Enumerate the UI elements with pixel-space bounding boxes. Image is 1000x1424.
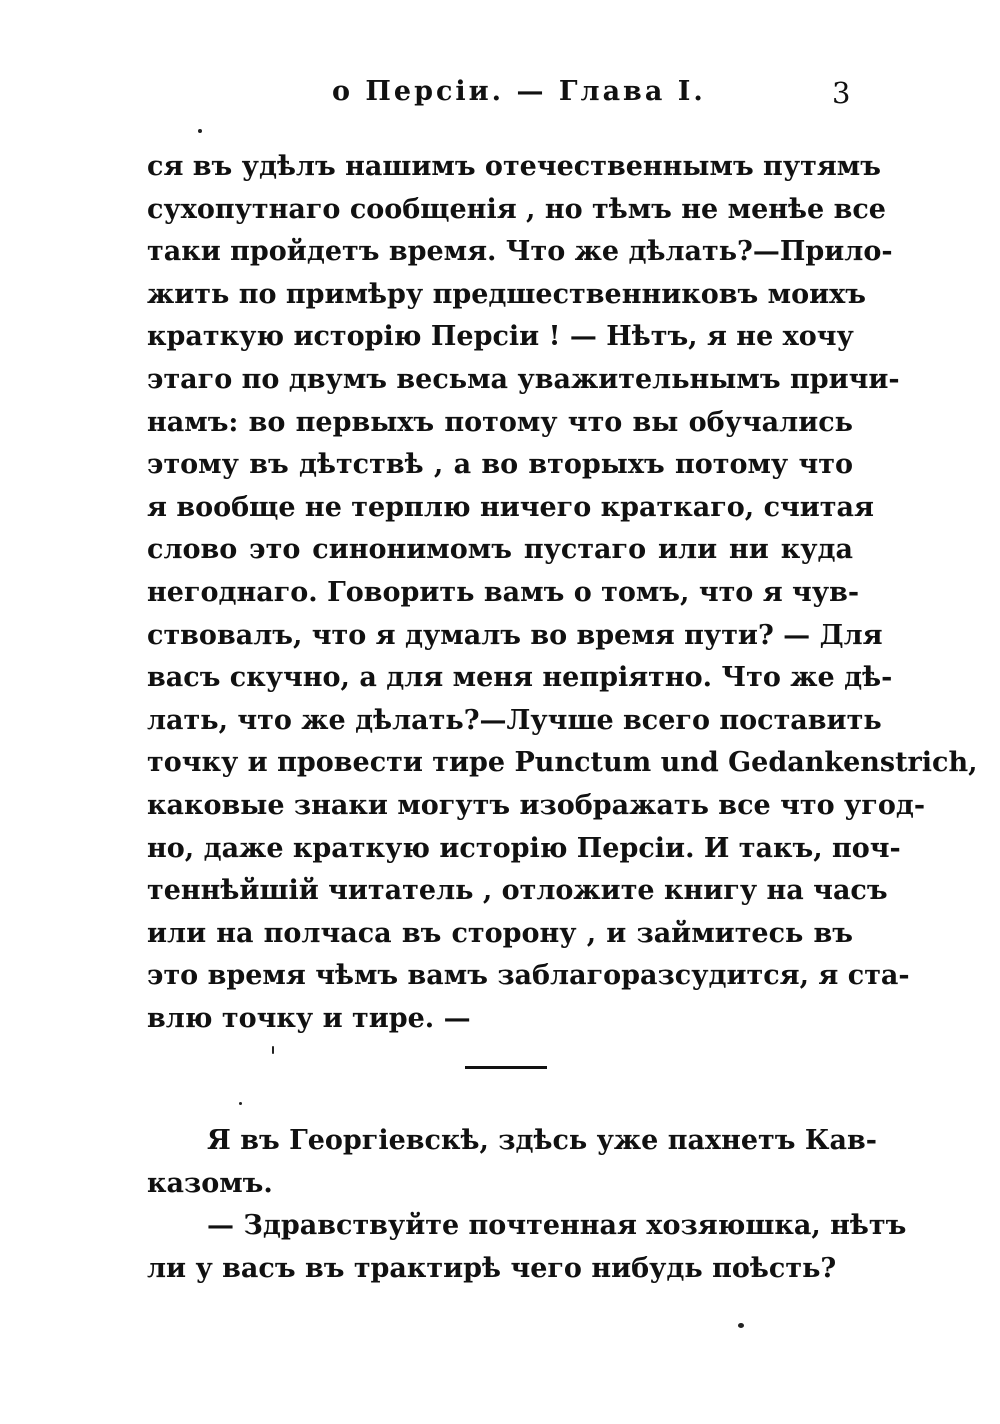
text-line: этаго по двумъ весьма уважительнымъ причи-	[147, 363, 900, 395]
text-line: этому въ дѣтствѣ , а во вторыхъ потому что	[147, 449, 853, 481]
page-number: 3	[832, 76, 851, 110]
print-speck	[239, 1102, 242, 1105]
paragraph-new-section	[147, 1120, 907, 1290]
text-line: каковые знаки могутъ изображать все что угод-	[147, 789, 926, 821]
text-line: ся въ удѣлъ нашимъ отечественнымъ путямъ	[147, 151, 881, 182]
text-line: намъ: во первыхъ потому что вы обучались	[147, 406, 853, 438]
text-line: васъ скучно, а для меня непріятно. Что же дѣ-	[147, 662, 893, 694]
text-line: краткую исторію Персіи ! — Нѣтъ, я не хочу	[147, 321, 854, 353]
text-line: ствовалъ, что я думалъ во время пути? — Для	[147, 619, 883, 651]
text-line: теннѣйшій читатель , отложите книгу на часъ	[147, 875, 888, 907]
print-speck	[738, 1323, 744, 1328]
section-divider	[465, 1066, 547, 1069]
text-line: негоднаго. Говорить вамъ о томъ, что я чув-	[147, 576, 860, 608]
text-line: слово это синонимомъ пустаго или ни куда	[147, 534, 853, 566]
text-line: сухопутнаго сообщенія , но тѣмъ не менѣе все	[147, 193, 886, 225]
text-line: ли у васъ въ трактирѣ чего нибудь поѣсть?	[147, 1252, 837, 1284]
text-line: влю точку и тире. —	[147, 1002, 471, 1034]
print-speck	[198, 129, 202, 133]
text-line: Я въ Георгіевскѣ, здѣсь уже пахнетъ Кав-	[207, 1125, 877, 1156]
text-line: точку и провести тире Punctum und Gedankenstrich,	[147, 747, 978, 779]
print-speck	[272, 1046, 274, 1054]
text-line: таки пройдетъ время. Что же дѣлать?—Прило-	[147, 236, 893, 268]
running-title: о Персіи. — Глава I.	[332, 76, 706, 107]
text-line: лать, что же дѣлать?—Лучше всего поставить	[147, 704, 882, 736]
running-head	[0, 76, 1000, 116]
text-line: — Здравствуйте почтенная хозяюшка, нѣтъ	[207, 1210, 907, 1242]
text-line: или на полчаса въ сторону , и займитесь въ	[147, 917, 853, 949]
text-line: это время чѣмъ вамъ заблагоразсудится, я ста-	[147, 960, 910, 992]
text-line: жить по примѣру предшественниковъ моихъ	[147, 278, 866, 310]
paragraph-continued	[147, 146, 978, 1040]
text-line: казомъ.	[147, 1167, 273, 1199]
text-line: я вообще не терплю ничего краткаго, считая	[147, 491, 874, 523]
text-line: но, даже краткую исторію Персіи. И такъ, поч-	[147, 832, 901, 864]
